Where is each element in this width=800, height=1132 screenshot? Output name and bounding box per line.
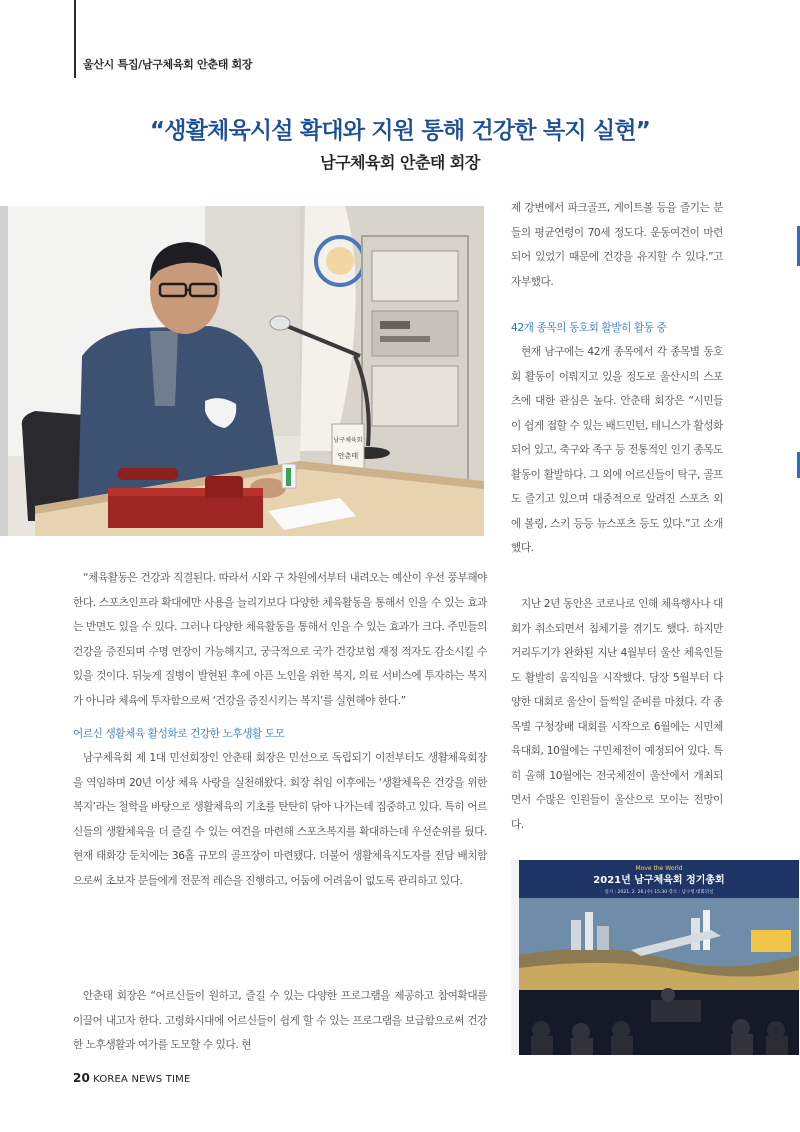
- section-rule: [74, 0, 76, 78]
- page-footer: [73, 1071, 191, 1085]
- right-col-para-1: 제 강변에서 파크골프, 게이트볼 등을 즐기는 분들의 평균연령이 70세 정도다. 운동여건이 마련되어 있었기 때문에 건강을 유지할 수 있다.”고 자부했다.: [511, 202, 723, 288]
- nameplate-line1: 남구체육회: [333, 437, 363, 444]
- section-tag: 울산시 특집/남구체육회 안춘태 회장: [83, 58, 253, 71]
- page-number: 20: [73, 1071, 91, 1085]
- nameplate-line2: 안춘태: [337, 452, 359, 460]
- left-col-para-1: “체육활동은 건강과 직결된다. 따라서 시와 구 차원에서부터 내려오는 예산이 우선 풍부해야 한다. 스포츠인프라 확대에만 사용을 늘리기보다 다양한 체육활동을 통해서 인을 수 있는 효과는 반면도 있을 수 있다. 그러나 다양한 체육활동을 통해서 인을 수 있는 효과가 크다. 주민들의 건강을 증진되며 수명 연장이 가능해지고, 궁극적으로 국가 건강보험 재정 적자도 감소시킬 수 있을 것이다. 뒤늦게 질병이 발현된 후에 아픈 노인을 위한 복지, 의료 서비스에 투자하는 복지가 아니라 체육에 투자함으로써 ‘건강을 증진시키는 복지’를 실현해야 한다.”: [73, 572, 487, 707]
- banner-small: Move the World: [635, 865, 683, 872]
- left-col-para-2: 남구체육회 제 1대 민선회장인 안춘태 회장은 민선으로 독립되기 이전부터도 생활체육회장을 역임하며 20년 이상 체육 사랑을 실천해왔다. 회장 취임 이후에는 ‘생활체육은 건강을 위한 복지’라는 철학을 바탕으로 생활체육의 기초를 탄탄히 닦아 나가는데 집중하고 있다. 특히 어르신들의 생활체육을 더 즐길 수 있는 여건을 마련해 스포츠복지를 확대하는데 우선순위를 뒀다. 현재 태화강 둔치에는 36홀 규모의 골프장이 마련됐다. 더불어 생활체육지도자를 전담 배치함으로써 초보자 분들에게 전문적 레슨을 진행하고, 어둠에 어려움이 없도록 관리하고 있다.: [73, 752, 487, 887]
- photo-chairman-at-desk: [0, 206, 484, 536]
- article-headline: “생활체육시설 확대와 지원 통해 건강한 복지 실현”: [149, 118, 651, 144]
- article-subhead: 남구체육회 안춘태 회장: [320, 153, 480, 172]
- left-col-para-3: 안춘태 회장은 “어르신들이 원하고, 즐길 수 있는 다양한 프로그램을 제공하고 참여확대를 이끌어 내고자 한다. 고령화시대에 어르신들이 쉽게 할 수 있는 프로그램을 보급함으로써 건강한 노후생활과 여가를 도모할 수 있다. 현: [73, 990, 487, 1051]
- banner-sub: 일시 : 2021. 2. 26.(수) 15:30 장소 : 남구청 대회의실: [604, 890, 714, 895]
- right-col-para-3: 지난 2년 동안은 코로나로 인해 체육행사나 대회가 취소되면서 침체기를 겪기도 했다. 하지만 거리두기가 완화된 지난 4월부터 울산 체육인들도 활발히 움직임을 시작했다. 당장 5월부터 다양한 대회로 울산이 들썩일 준비를 마쳤다. 각 종목별 구청장배 대회를 시작으로 6월에는 시민체육대회, 10월에는 구민체전이 예정되어 있다. 특히 올해 10월에는 전국체전이 울산에서 개최되면서 수많은 인원들이 울산으로 모이는 전망이다.: [511, 598, 723, 831]
- section-heading-clubs: 42개 종목의 동호회 활발히 활동 중: [511, 322, 667, 334]
- right-col-para-2: 현재 남구에는 42개 종목에서 각 종목별 동호회 활동이 이뤄지고 있을 정도로 울산시의 스포츠에 대한 관심은 높다. 안춘태 회장은 “시민들이 쉽게 접할 수 있는 배드민턴, 테니스가 활성화 되어 있고, 축구와 족구 등 전통적인 인기 종목도 활동이 활발하다. 그 외에 어르신들이 탁구, 골프도 즐기고 있으며 대중적으로 알려진 스포츠 외에 볼링, 스키 등등 뉴스포츠 등도 있다.”고 소개했다.: [511, 346, 723, 554]
- section-heading-seniors: 어르신 생활체육 활성화로 건강한 노후생활 도모: [73, 728, 285, 740]
- photo-general-meeting: [511, 860, 799, 1055]
- magazine-name: KOREA NEWS TIME: [93, 1074, 191, 1085]
- banner-title: 2021년 남구체육회 정기총회: [593, 875, 725, 886]
